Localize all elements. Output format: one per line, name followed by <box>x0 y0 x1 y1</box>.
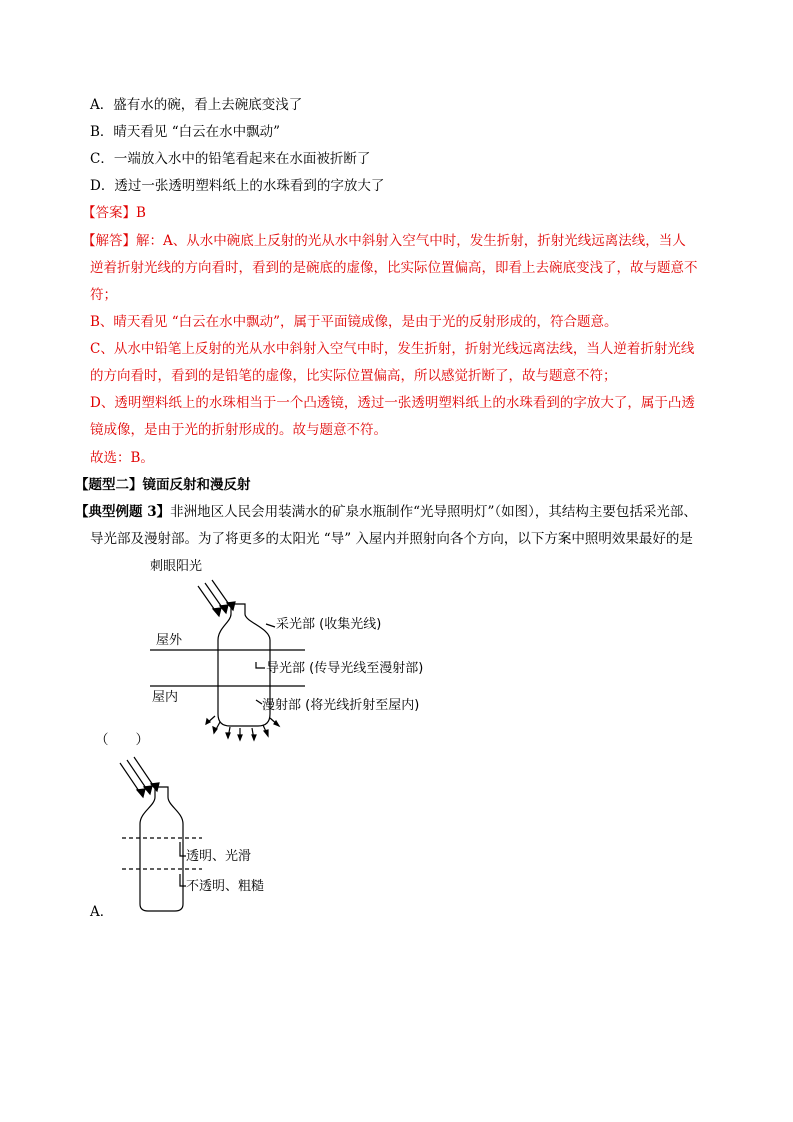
sunlight-arrows <box>198 580 235 616</box>
label-indoor: 屋内 <box>152 690 179 705</box>
option-c: C．一端放入水中的铅笔看起来在水面被折断了 <box>90 151 371 167</box>
diffuse-arrows <box>206 716 279 740</box>
analysis-line-7: D、透明塑料纸上的水珠相当于一个凸透镜，透过一张透明塑料纸上的水珠看到的字放大了，属于凸透 <box>90 395 695 411</box>
analysis-line-3: 符； <box>90 287 117 303</box>
option-d: D．透过一张透明塑料纸上的水珠看到的字放大了 <box>90 178 385 194</box>
label-guide: 导光部 (传导光线至漫射部) <box>266 661 424 676</box>
option-b: B．晴天看见 “白云在水中飘动” <box>90 124 281 140</box>
analysis-label: 【解答】 <box>82 233 136 249</box>
example-label: 【典型例题 3】 <box>75 504 171 520</box>
label-collect: 采光部 (收集光线) <box>276 617 382 632</box>
label-transparent-smooth: 透明、光滑 <box>186 849 252 864</box>
sunlight-arrows-a <box>120 757 159 797</box>
example-text-1: 非洲地区人民会用装满水的矿泉水瓶制作“光导照明灯”（如图），其结构主要包括采光部、 <box>170 504 697 520</box>
label-diffuse: 漫射部 (将光线折射至屋内) <box>262 698 420 713</box>
analysis-line-8: 镜成像，是由于光的折射形成的。故与题意不符。 <box>90 422 387 438</box>
option-a-label: A． <box>90 904 114 920</box>
answer-label: 【答案】 <box>82 205 136 221</box>
example-line-2: 导光部及漫射部。为了将更多的太阳光 “导” 入屋内并照射向各个方向，以下方案中照明效果最好的是 <box>90 531 693 547</box>
analysis-text-1: 解：A、从水中碗底上反射的光从水中斜射入空气中时，发生折射，折射光线远离法线，当人 <box>136 233 686 249</box>
analysis-conclusion: 故选：B。 <box>90 450 154 466</box>
bottle-outline-a <box>140 787 183 911</box>
analysis-line-5: C、从水中铅笔上反射的光从水中斜射入空气中时，发生折射，折射光线远离法线，当人逆着折射光线 <box>90 341 695 357</box>
analysis-line-6: 的方向看时，看到的是铅笔的虚像，比实际位置偏高，所以感觉折断了，故与题意不符； <box>90 368 617 384</box>
analysis-line-4: B、晴天看见 “白云在水中飘动”，属于平面镜成像，是由于光的反射形成的，符合题意。 <box>90 314 618 330</box>
label-sunlight: 刺眼阳光 <box>150 559 203 574</box>
label-opaque-rough: 不透明、粗糙 <box>186 879 265 894</box>
option-a: A．盛有水的碗，看上去碗底变浅了 <box>90 97 303 113</box>
answer-value: B <box>136 205 146 221</box>
section-title: 【题型二】镜面反射和漫反射 <box>75 477 251 493</box>
answer-blank: （ ） <box>95 732 149 748</box>
analysis-line-2: 逆着折射光线的方向看时，看到的是碗底的虚像，比实际位置偏高，即看上去碗底变浅了，故与题意不 <box>90 260 698 276</box>
label-outdoor: 屋外 <box>156 633 183 648</box>
